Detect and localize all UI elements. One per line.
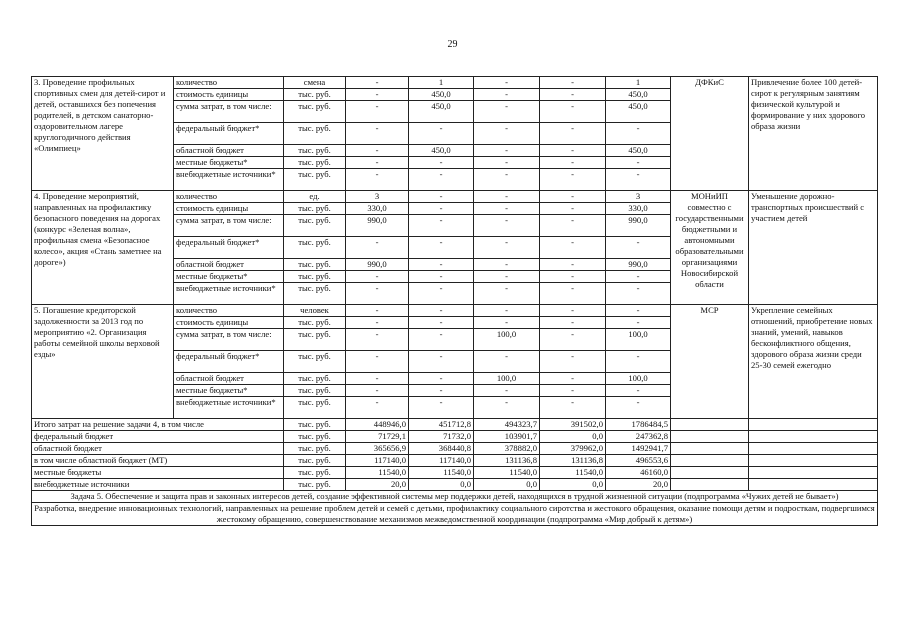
value-total: 990,0 [606, 259, 671, 271]
value-year-2: - [409, 351, 474, 373]
value-total: 450,0 [606, 89, 671, 101]
value-total: 330,0 [606, 203, 671, 215]
value-year-3: - [474, 317, 540, 329]
indicator-label: сумма затрат, в том числе: [174, 215, 284, 237]
empty-cell [671, 431, 749, 443]
value-year-3: 378882,0 [474, 443, 540, 455]
table-row [32, 77, 878, 89]
expected-result: Привлечение более 100 детей-сирот к регулярным занятиям физической культурой и формирование у них здорового образа жизни [749, 77, 878, 191]
value-year-3: - [474, 203, 540, 215]
executor-cell: МОНиИП совместно с государственными бюджетными и автономными образовательными организациями Новосибирской области [671, 191, 749, 305]
value-year-2: - [409, 123, 474, 145]
indicator-label: внебюджетные источники* [174, 397, 284, 419]
value-total: 450,0 [606, 101, 671, 123]
value-year-2: 451712,8 [409, 419, 474, 431]
page-number: 29 [447, 39, 458, 50]
value-year-1: - [346, 77, 409, 89]
unit-cell: тыс. руб. [284, 145, 346, 157]
value-year-4: - [540, 157, 606, 169]
value-year-1: 990,0 [346, 259, 409, 271]
totals-label: Итого затрат на решение задачи 4, в том числе [32, 419, 284, 431]
value-year-2: - [409, 373, 474, 385]
indicator-label: местные бюджеты* [174, 157, 284, 169]
value-year-2: - [409, 237, 474, 259]
empty-cell [749, 443, 878, 455]
unit-cell: тыс. руб. [284, 89, 346, 101]
value-year-3: 103901,7 [474, 431, 540, 443]
value-total: 100,0 [606, 329, 671, 351]
unit-cell: тыс. руб. [284, 203, 346, 215]
unit-cell: тыс. руб. [284, 123, 346, 145]
unit-cell: тыс. руб. [284, 237, 346, 259]
totals-row [32, 419, 878, 431]
value-year-3: - [474, 271, 540, 283]
value-year-4: - [540, 385, 606, 397]
value-year-1: 71729,1 [346, 431, 409, 443]
unit-cell: тыс. руб. [284, 431, 346, 443]
totals-label: местные бюджеты [32, 467, 284, 479]
indicator-label: областной бюджет [174, 145, 284, 157]
value-year-1: - [346, 385, 409, 397]
value-total: 46160,0 [606, 467, 671, 479]
indicator-label: федеральный бюджет* [174, 237, 284, 259]
indicator-label: местные бюджеты* [174, 385, 284, 397]
value-year-2: 11540,0 [409, 467, 474, 479]
value-year-2: - [409, 203, 474, 215]
value-year-1: - [346, 101, 409, 123]
value-year-4: - [540, 259, 606, 271]
value-year-4: - [540, 373, 606, 385]
value-year-4: - [540, 169, 606, 191]
totals-label: федеральный бюджет [32, 431, 284, 443]
value-year-1: 117140,0 [346, 455, 409, 467]
totals-row [32, 431, 878, 443]
indicator-label: сумма затрат, в том числе: [174, 101, 284, 123]
value-year-3: - [474, 77, 540, 89]
unit-cell: тыс. руб. [284, 351, 346, 373]
value-year-1: - [346, 373, 409, 385]
unit-cell: человек [284, 305, 346, 317]
unit-cell: тыс. руб. [284, 373, 346, 385]
value-year-1: - [346, 145, 409, 157]
totals-row [32, 479, 878, 491]
value-year-4: - [540, 317, 606, 329]
value-year-3: - [474, 351, 540, 373]
value-year-3: 0,0 [474, 479, 540, 491]
value-year-2: 117140,0 [409, 455, 474, 467]
value-year-3: - [474, 101, 540, 123]
indicator-label: областной бюджет [174, 373, 284, 385]
value-year-2: - [409, 157, 474, 169]
value-total: - [606, 385, 671, 397]
unit-cell: тыс. руб. [284, 467, 346, 479]
value-year-2: - [409, 169, 474, 191]
value-year-1: - [346, 89, 409, 101]
value-year-1: - [346, 271, 409, 283]
value-year-4: - [540, 77, 606, 89]
expected-result: Укрепление семейных отношений, приобретение новых знаний, умений, навыков бесконфликтного общения, здорового образа жизни среди 25-30 семей ежегодно [749, 305, 878, 419]
value-year-3: - [474, 215, 540, 237]
value-total: - [606, 351, 671, 373]
value-year-1: - [346, 317, 409, 329]
value-year-3: - [474, 145, 540, 157]
value-year-4: - [540, 329, 606, 351]
program-table [31, 76, 878, 526]
indicator-label: количество [174, 305, 284, 317]
indicator-label: количество [174, 191, 284, 203]
value-year-4: - [540, 283, 606, 305]
empty-cell [749, 467, 878, 479]
empty-cell [749, 479, 878, 491]
value-year-4: - [540, 305, 606, 317]
value-year-2: - [409, 283, 474, 305]
value-total: 1786484,5 [606, 419, 671, 431]
value-year-1: 20,0 [346, 479, 409, 491]
value-year-2: - [409, 271, 474, 283]
activity-title: 4. Проведение мероприятий, направленных на профилактику безопасного поведения на дорогах (конкурс «Зеленая волна», профильная смена «Безопасное колесо», акция «Стань заметнее на дороге») [32, 191, 174, 305]
value-total: 3 [606, 191, 671, 203]
value-year-4: 379962,0 [540, 443, 606, 455]
totals-row [32, 455, 878, 467]
value-year-1: - [346, 329, 409, 351]
value-year-3: 100,0 [474, 373, 540, 385]
value-year-3: - [474, 283, 540, 305]
indicator-label: количество [174, 77, 284, 89]
value-year-3: 131136,8 [474, 455, 540, 467]
expected-result: Уменьшение дорожно-транспортных происшествий с участием детей [749, 191, 878, 305]
value-year-4: 0,0 [540, 431, 606, 443]
value-total: 496553,6 [606, 455, 671, 467]
unit-cell: ед. [284, 191, 346, 203]
task5-header: Задача 5. Обеспечение и защита прав и законных интересов детей, создание эффективной системы мер поддержки детей, находящихся в трудной жизненной ситуации (подпрограмма «Чужих детей не бывает») [32, 491, 878, 503]
value-year-4: - [540, 397, 606, 419]
value-year-4: - [540, 203, 606, 215]
value-year-3: - [474, 397, 540, 419]
value-total: 247362,8 [606, 431, 671, 443]
indicator-label: местные бюджеты* [174, 271, 284, 283]
value-year-3: - [474, 237, 540, 259]
value-year-4: 0,0 [540, 479, 606, 491]
value-total: 20,0 [606, 479, 671, 491]
value-total: 1 [606, 77, 671, 89]
value-year-1: - [346, 237, 409, 259]
unit-cell: тыс. руб. [284, 169, 346, 191]
value-total: - [606, 123, 671, 145]
value-total: 990,0 [606, 215, 671, 237]
value-year-3: - [474, 385, 540, 397]
value-year-2: 0,0 [409, 479, 474, 491]
empty-cell [749, 455, 878, 467]
value-year-1: 11540,0 [346, 467, 409, 479]
unit-cell: тыс. руб. [284, 101, 346, 123]
value-year-2: 1 [409, 77, 474, 89]
unit-cell: тыс. руб. [284, 419, 346, 431]
activity-title: 5. Погашение кредиторской задолженности за 2013 год по мероприятию «2. Организация работы семейной школы верховой езды» [32, 305, 174, 419]
value-year-3: - [474, 259, 540, 271]
value-year-1: - [346, 123, 409, 145]
unit-cell: тыс. руб. [284, 259, 346, 271]
totals-label: внебюджетные источники [32, 479, 284, 491]
unit-cell: тыс. руб. [284, 317, 346, 329]
value-total: 450,0 [606, 145, 671, 157]
value-year-1: 990,0 [346, 215, 409, 237]
empty-cell [671, 419, 749, 431]
empty-cell [671, 479, 749, 491]
value-year-1: - [346, 283, 409, 305]
indicator-label: внебюджетные источники* [174, 283, 284, 305]
indicator-label: федеральный бюджет* [174, 123, 284, 145]
value-year-4: - [540, 351, 606, 373]
unit-cell: тыс. руб. [284, 283, 346, 305]
value-year-1: - [346, 305, 409, 317]
development-header: Разработка, внедрение инновационных технологий, направленных на решение проблем детей и семей с детьми, профилактику социального сиротства и жестокого обращения, оказание помощи детям и подросткам, подвергшимся жестокому обращению, совершенствование механизмов межведомственной координации (подпрограмма «Мир добрый к детям») [32, 503, 878, 526]
value-year-3: 494323,7 [474, 419, 540, 431]
value-year-2: 71732,0 [409, 431, 474, 443]
unit-cell: тыс. руб. [284, 271, 346, 283]
unit-cell: тыс. руб. [284, 215, 346, 237]
full-width-row [32, 503, 878, 526]
totals-label: в том числе областной бюджет (МТ) [32, 455, 284, 467]
empty-cell [671, 467, 749, 479]
value-total: - [606, 283, 671, 305]
value-year-2: - [409, 329, 474, 351]
value-year-4: - [540, 237, 606, 259]
empty-cell [671, 443, 749, 455]
empty-cell [749, 431, 878, 443]
value-year-3: 100,0 [474, 329, 540, 351]
value-year-1: - [346, 157, 409, 169]
value-year-3: - [474, 169, 540, 191]
totals-row [32, 443, 878, 455]
empty-cell [749, 419, 878, 431]
value-total: - [606, 271, 671, 283]
value-year-4: - [540, 145, 606, 157]
indicator-label: областной бюджет [174, 259, 284, 271]
value-year-4: 391502,0 [540, 419, 606, 431]
value-year-4: - [540, 191, 606, 203]
value-year-2: - [409, 215, 474, 237]
value-year-1: - [346, 397, 409, 419]
value-total: - [606, 397, 671, 419]
activity-title: 3. Проведение профильных спортивных смен для детей-сирот и детей, оставшихся без попечения родителей, в детском санаторно-оздоровительном лагере круглогодичного действия «Олимпиец» [32, 77, 174, 191]
value-year-2: - [409, 317, 474, 329]
executor-cell: МСР [671, 305, 749, 419]
value-year-3: - [474, 123, 540, 145]
unit-cell: тыс. руб. [284, 397, 346, 419]
table-row [32, 305, 878, 317]
value-year-2: 450,0 [409, 101, 474, 123]
totals-label: областной бюджет [32, 443, 284, 455]
unit-cell: тыс. руб. [284, 385, 346, 397]
value-year-3: - [474, 157, 540, 169]
value-year-1: - [346, 351, 409, 373]
value-year-4: - [540, 123, 606, 145]
value-year-2: - [409, 385, 474, 397]
value-year-2: - [409, 191, 474, 203]
unit-cell: тыс. руб. [284, 329, 346, 351]
value-year-4: - [540, 271, 606, 283]
indicator-label: сумма затрат, в том числе: [174, 329, 284, 351]
value-year-4: 11540,0 [540, 467, 606, 479]
indicator-label: стоимость единицы [174, 203, 284, 215]
value-year-2: - [409, 397, 474, 419]
indicator-label: стоимость единицы [174, 317, 284, 329]
executor-cell: ДФКиС [671, 77, 749, 191]
value-year-3: - [474, 89, 540, 101]
value-year-1: 448946,0 [346, 419, 409, 431]
indicator-label: внебюджетные источники* [174, 169, 284, 191]
unit-cell: тыс. руб. [284, 479, 346, 491]
value-total: - [606, 317, 671, 329]
unit-cell: тыс. руб. [284, 443, 346, 455]
value-total: 1492941,7 [606, 443, 671, 455]
value-year-2: 450,0 [409, 89, 474, 101]
value-year-4: - [540, 101, 606, 123]
value-year-4: - [540, 215, 606, 237]
value-total: - [606, 169, 671, 191]
value-total: 100,0 [606, 373, 671, 385]
value-year-2: 450,0 [409, 145, 474, 157]
unit-cell: тыс. руб. [284, 157, 346, 169]
value-total: - [606, 237, 671, 259]
totals-row [32, 467, 878, 479]
value-total: - [606, 157, 671, 169]
value-year-2: - [409, 259, 474, 271]
value-year-1: 3 [346, 191, 409, 203]
value-total: - [606, 305, 671, 317]
value-year-3: - [474, 191, 540, 203]
indicator-label: федеральный бюджет* [174, 351, 284, 373]
unit-cell: смена [284, 77, 346, 89]
empty-cell [671, 455, 749, 467]
table-row [32, 191, 878, 203]
full-width-row [32, 491, 878, 503]
value-year-4: - [540, 89, 606, 101]
value-year-1: 330,0 [346, 203, 409, 215]
value-year-3: - [474, 305, 540, 317]
value-year-2: - [409, 305, 474, 317]
value-year-4: 131136,8 [540, 455, 606, 467]
unit-cell: тыс. руб. [284, 455, 346, 467]
value-year-2: 368440,8 [409, 443, 474, 455]
value-year-1: 365656,9 [346, 443, 409, 455]
value-year-3: 11540,0 [474, 467, 540, 479]
value-year-1: - [346, 169, 409, 191]
indicator-label: стоимость единицы [174, 89, 284, 101]
